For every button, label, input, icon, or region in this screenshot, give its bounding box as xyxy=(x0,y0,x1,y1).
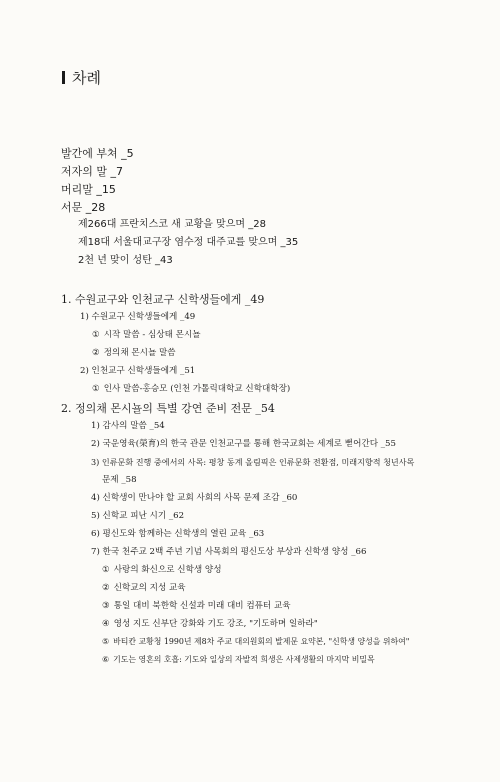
entry-label: 2천 년 맞이 성탄 xyxy=(78,255,152,266)
entry-label: 2. 정의채 몬시뇰의 특별 강연 준비 전문 xyxy=(61,402,252,415)
entry-label: 영성 지도 신부단 강화와 기도 강조, "기도하며 일하라" xyxy=(113,619,318,629)
entry-page: _7 xyxy=(110,165,124,178)
entry-label: 정의채 몬시뇰 말씀 xyxy=(103,348,176,358)
toc-item-1-1-2[interactable] xyxy=(92,349,176,358)
toc-section-2-2[interactable] xyxy=(91,440,396,449)
entry-page: _63 xyxy=(249,529,265,539)
toc-item-2-7-6[interactable] xyxy=(102,656,375,664)
toc-section-2-4[interactable] xyxy=(91,494,297,503)
item-number: ① xyxy=(92,330,100,340)
toc-entry-front-2[interactable] xyxy=(61,166,123,177)
entry-label: 저자의 말 xyxy=(61,165,108,178)
entry-page: _62 xyxy=(168,511,185,521)
toc-item-1-1-1[interactable] xyxy=(92,331,201,340)
entry-label: 2) 국운영육(榮育)의 한국 관문 인천교구를 통해 한국교회는 세계로 뻗어간다 xyxy=(91,439,379,449)
toc-entry-preface-2[interactable] xyxy=(78,238,298,248)
entry-page: _49 xyxy=(244,293,265,306)
entry-page: _28 xyxy=(248,219,266,230)
toc-section-2-1[interactable] xyxy=(91,422,165,431)
toc-chapter-1[interactable] xyxy=(61,294,264,305)
entry-page: _60 xyxy=(282,493,298,503)
heading-bar xyxy=(62,71,65,84)
entry-label: 신학교의 지성 교육 xyxy=(113,583,186,593)
item-number: ⑤ xyxy=(102,637,110,646)
toc-section-2-5[interactable] xyxy=(91,512,184,521)
entry-page: _66 xyxy=(351,547,367,557)
toc-entry-front-3[interactable] xyxy=(61,184,116,195)
item-number: ② xyxy=(102,583,110,593)
toc-item-2-7-5[interactable] xyxy=(102,638,409,646)
entry-label: 1. 수원교구와 인천교구 신학생들에게 xyxy=(61,293,242,306)
entry-page: _54 xyxy=(149,421,165,431)
entry-page: _51 xyxy=(180,366,196,376)
item-number: ② xyxy=(92,348,100,358)
entry-label: 바티칸 교황청 1990년 제8차 주교 대의원회의 발제문 요약본, "신학생 양성을 위하여" xyxy=(113,637,410,646)
entry-label: 사랑의 화신으로 신학생 양성 xyxy=(113,565,222,575)
entry-label: 머리말 xyxy=(61,183,93,196)
entry-label: 문제 xyxy=(102,475,119,485)
toc-entry-preface-1[interactable] xyxy=(78,220,266,230)
item-number: ⑥ xyxy=(102,655,110,664)
toc-section-1-2[interactable] xyxy=(80,367,195,376)
entry-page: _58 xyxy=(121,475,137,485)
toc-item-2-7-3[interactable] xyxy=(102,602,291,611)
entry-label: 기도는 영혼의 호흡: 기도와 일상의 자발적 희생은 사제생활의 마지막 비밀목 xyxy=(113,655,375,664)
entry-label: 서문 xyxy=(61,201,83,214)
entry-page: _55 xyxy=(380,439,396,449)
entry-label: 1) 수원교구 신학생들에게 xyxy=(80,312,178,322)
entry-page: _5 xyxy=(121,147,134,160)
entry-label: 4) 신학생이 만나야 할 교회 사회의 사목 문제 조감 xyxy=(91,493,280,503)
entry-label: 제18대 서울대교구장 염수정 대주교를 맞으며 xyxy=(78,237,278,248)
toc-section-2-7[interactable] xyxy=(91,548,366,557)
toc-title: 차례 xyxy=(72,69,101,87)
entry-page: _28 xyxy=(85,201,106,214)
toc-entry-preface-3[interactable] xyxy=(78,256,173,266)
entry-label: 발간에 부쳐 xyxy=(61,147,118,160)
entry-label: 통일 대비 북한학 신설과 미래 대비 컴퓨터 교육 xyxy=(113,601,291,611)
toc-section-1-1[interactable] xyxy=(80,313,195,322)
entry-label: 시작 말씀 - 심상태 몬시뇰 xyxy=(103,330,201,340)
entry-label: 6) 평신도와 함께하는 신학생의 열린 교육 xyxy=(91,529,247,539)
toc-item-2-7-1[interactable] xyxy=(102,566,222,575)
item-number: ① xyxy=(102,565,110,575)
item-number: ③ xyxy=(102,601,110,611)
entry-page: _35 xyxy=(280,237,299,248)
item-number: ① xyxy=(92,384,100,394)
toc-item-2-7-2[interactable] xyxy=(102,584,186,593)
toc-item-2-7-4[interactable] xyxy=(102,620,318,629)
entry-label: 인사 말씀-홍승모 (인천 가톨릭대학교 신학대학장) xyxy=(103,384,291,394)
toc-section-2-3[interactable] xyxy=(91,458,414,466)
item-number: ④ xyxy=(102,619,110,629)
entry-label: 3) 인류문화 진행 중에서의 사목: 평창 동계 올림픽은 인류문화 전환점, 미래지향적 청년사목 xyxy=(91,457,415,467)
entry-page: _15 xyxy=(96,183,116,196)
entry-page: _43 xyxy=(155,255,173,266)
toc-entry-front-4[interactable] xyxy=(61,202,105,213)
toc-section-2-3-cont[interactable] xyxy=(102,476,137,485)
toc-item-1-2-1[interactable] xyxy=(92,385,290,394)
entry-label: 1) 감사의 말씀 xyxy=(91,421,147,431)
toc-chapter-2[interactable] xyxy=(61,403,275,414)
entry-label: 7) 한국 천주교 2백 주년 기념 사목회의 평신도상 부상과 신학생 양성 xyxy=(91,547,349,557)
toc-heading xyxy=(62,67,101,88)
toc-section-2-6[interactable] xyxy=(91,530,264,539)
entry-label: 2) 인천교구 신학생들에게 xyxy=(80,366,178,376)
entry-label: 제266대 프란치스코 새 교황을 맞으며 xyxy=(78,219,246,230)
entry-label: 5) 신학교 피난 시기 xyxy=(91,511,167,521)
entry-page: _54 xyxy=(255,402,275,415)
toc-entry-front-1[interactable] xyxy=(61,148,134,159)
entry-page: _49 xyxy=(180,312,196,322)
